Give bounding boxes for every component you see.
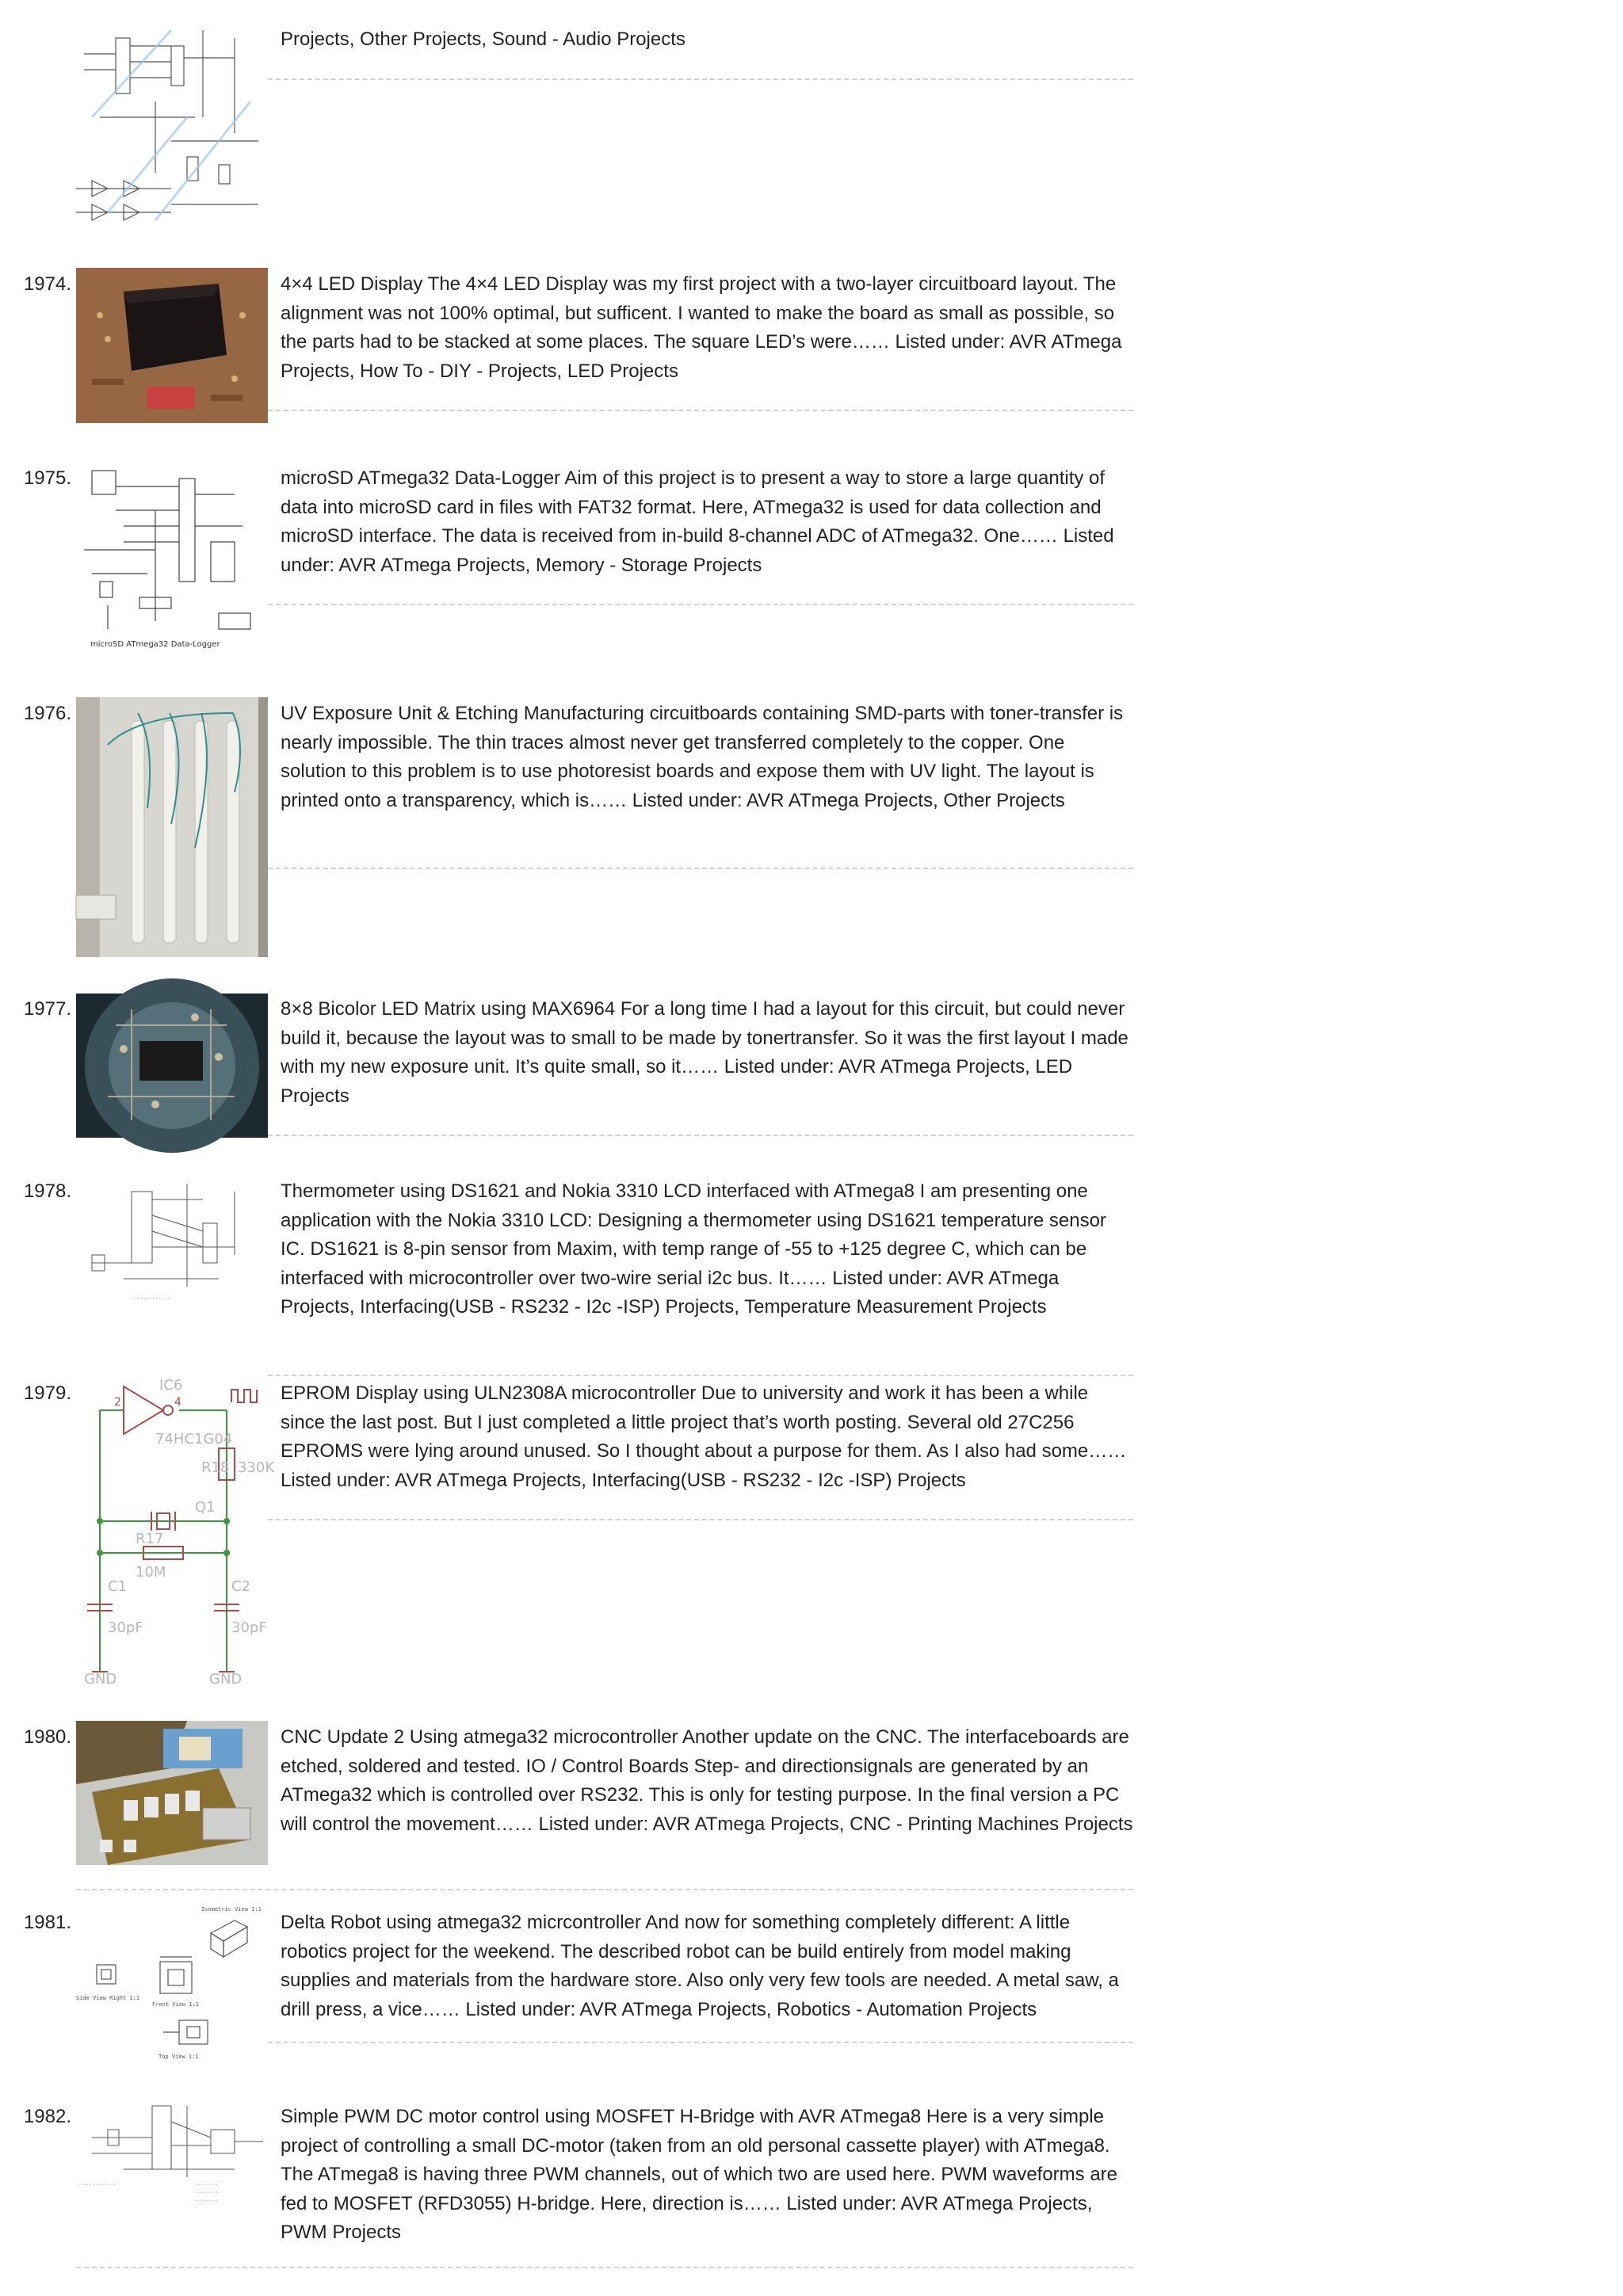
entry-description: Simple PWM DC motor control using MOSFET H-Bridge with AVR ATmega8 Here is a very simple project of controlling a small DC-motor (taken from an old personal cassette player) with ATmega8. The ATmega8 is having three PWM channels, out of which two are used here. PWM waveforms are fed to MOSFET (RFD3055) H-bridge. Here, direction is…… Listed under: AVR ATmega Projects, PWM Projects <box>281 2106 1118 2243</box>
divider <box>268 1375 1133 1376</box>
entry-number: 1982. <box>23 2106 71 2127</box>
svg-text:· · · · · · · · · · · · ·: · · · · · · · · · · · · · <box>78 2183 116 2188</box>
entry-description: Thermometer using DS1621 and Nokia 3310 LCD interfaced with ATmega8 I am presenting one application with the Nokia 3310 LCD: Designing a thermometer using DS1621 temperature sensor IC. DS1621 is 8-pin sensor from Maxim, with temp range of -55 to +125 degree C, which can be interfaced with microcontroller over two-wire serial i2c bus. It…… Listed under: AVR ATmega Projects, Interfacing(USB - RS232 - I2c -ISP) Projects, Temperature Measurement Projects <box>281 1180 1106 1318</box>
entry-description: Delta Robot using atmega32 micrcontroller And now for something completely different: A little robotics project for the weekend. The described robot can be build entirely from model making supplies and materials from the hardware store. Also only very few tools are needed. A metal saw, a drill press, a vice…… Listed under: AVR ATmega Projects, Robotics - Automation Projects <box>281 1912 1119 2020</box>
svg-text:C2: C2 <box>231 1578 251 1595</box>
svg-text:330K: 330K <box>238 1459 275 1476</box>
svg-text:GND: GND <box>209 1671 242 1688</box>
svg-text:GND: GND <box>84 1671 117 1688</box>
divider <box>268 2042 1133 2043</box>
led-matrix-photo[interactable] <box>76 994 268 1138</box>
svg-text:Top View 1:1: Top View 1:1 <box>158 2054 199 2060</box>
led-display-photo[interactable] <box>76 268 268 423</box>
svg-text:30pF: 30pF <box>108 1619 143 1636</box>
svg-text:4: 4 <box>174 1396 181 1409</box>
image-caption: microSD ATmega32 Data-Logger <box>90 640 220 649</box>
svg-text:IC6: IC6 <box>159 1377 183 1394</box>
svg-text:· · · · · · · · · · · · ·: · · · · · · · · · · · · · <box>132 1297 170 1302</box>
entry-description: 4×4 LED Display The 4×4 LED Display was my first project with a two-layer circuitboard layout. The alignment was not 100% optimal, but sufficent. I wanted to make the board as small as possible, so the parts had to be stacked at some places. The square LED’s were…… Listed under: AVR ATmega Projects, How To - DIY - Projects, LED Projects <box>281 273 1122 382</box>
svg-text:· · · · · · · ·: · · · · · · · · <box>195 2191 218 2196</box>
schematic-thumbnail[interactable] <box>76 22 268 235</box>
entry-description: microSD ATmega32 Data-Logger Aim of this project is to present a way to store a large quantity of data into microSD card in files with FAT32 format. Here, ATmega32 is used for data collection and microSD interface. The data is received from in-build 8-channel ADC of ATmega32. One…… Listed under: AVR ATmega Projects, Memory - Storage Projects <box>281 467 1114 576</box>
svg-text:74HC1G04: 74HC1G04 <box>155 1431 233 1447</box>
entry-number: 1981. <box>23 1912 71 1933</box>
svg-text:2: 2 <box>114 1396 121 1409</box>
svg-text:Isometric View 1:1: Isometric View 1:1 <box>201 1906 262 1913</box>
divider <box>76 2267 1133 2268</box>
entry-number: 1979. <box>23 1383 71 1404</box>
thermometer-schematic[interactable] <box>76 1176 268 1310</box>
svg-text:30pF: 30pF <box>231 1619 267 1636</box>
pwm-schematic[interactable] <box>76 2098 268 2215</box>
entry-description: 8×8 Bicolor LED Matrix using MAX6964 For a long time I had a layout for this circuit, but could never build it, because the layout was to small to be made by tonertransfer. So it was the first layout I made with my new exposure unit. It’s quite small, so it…… Listed under: AVR ATmega Projects, LED Projects <box>281 998 1128 1107</box>
cnc-boards-photo[interactable] <box>76 1721 268 1865</box>
divider <box>268 78 1133 80</box>
svg-text:10M: 10M <box>136 1564 166 1581</box>
svg-text:· · · · · · · ·: · · · · · · · · <box>195 2183 218 2188</box>
divider <box>76 1889 1133 1890</box>
divider <box>268 868 1133 869</box>
entry-number: 1975. <box>23 467 71 489</box>
entry-description: CNC Update 2 Using atmega32 microcontroller Another update on the CNC. The interfaceboards are etched, soldered and tested. IO / Control Boards Step- and directionsignals are generated by an ATmega32 which is controlled over RS232. This is only for testing purpose. In the final version a PC will control the movement…… Listed under: AVR ATmega Projects, CNC - Printing Machines Projects <box>281 1726 1133 1835</box>
entry-number: 1978. <box>23 1180 71 1202</box>
svg-text:C1: C1 <box>108 1578 128 1595</box>
svg-text:Front View 1:1: Front View 1:1 <box>152 2001 200 2008</box>
svg-text:· · · · · · · ·: · · · · · · · · <box>195 2199 218 2204</box>
divider <box>268 604 1133 605</box>
divider <box>268 410 1133 411</box>
entry-description: UV Exposure Unit & Etching Manufacturing circuitboards containing SMD-parts with toner-transfer is nearly impossible. The thin traces almost never get transferred completely to the copper. One solution to this problem is to use photoresist boards and expose them with UV light. The layout is printed onto a transparency, which is…… Listed under: AVR ATmega Projects, Other Projects <box>281 703 1124 811</box>
svg-text:Side View Right 1:1: Side View Right 1:1 <box>76 1995 140 2001</box>
divider <box>268 1519 1133 1520</box>
microsd-schematic[interactable] <box>76 463 268 654</box>
entry-number: 1974. <box>23 273 71 295</box>
delta-robot-drawing[interactable] <box>76 1901 268 2063</box>
divider <box>268 1135 1133 1136</box>
svg-text:R18: R18 <box>201 1459 230 1476</box>
entry-description: EPROM Display using ULN2308A microcontroller Due to university and work it has been a while since the last post. But I just completed a little project that’s worth posting. Several old 27C256 EPROMS were lying around unused. So I thought about a purpose for them. As I also had some…… Listed under: AVR ATmega Projects, Interfacing(USB - RS232 - I2c -ISP) Projects <box>281 1383 1127 1491</box>
entry-number: 1976. <box>23 703 71 724</box>
svg-text:Q1: Q1 <box>195 1499 216 1516</box>
entry-number: 1980. <box>23 1726 71 1748</box>
entry-number: 1977. <box>23 998 71 1020</box>
oscillator-schematic[interactable] <box>76 1377 275 1688</box>
svg-text:R17: R17 <box>136 1531 164 1547</box>
entry-description: Projects, Other Projects, Sound - Audio Projects <box>281 29 685 50</box>
uv-exposure-photo[interactable] <box>76 697 268 957</box>
